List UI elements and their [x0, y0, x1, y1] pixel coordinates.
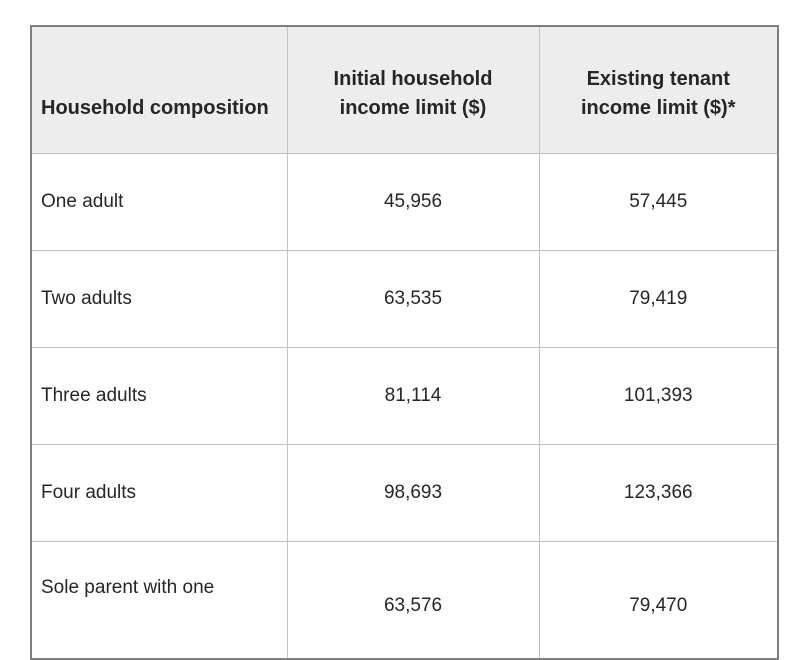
- initial-limit-cell: 63,576: [287, 541, 539, 659]
- income-limits-table: [30, 25, 779, 660]
- initial-limit-cell: 45,956: [287, 153, 539, 250]
- composition-cell: Three adults: [31, 347, 287, 444]
- existing-limit-cell: 79,419: [539, 250, 778, 347]
- header-existing-tenant-income-limit: Existing tenant income limit ($)*: [539, 26, 778, 153]
- table-row-three-adults: [31, 347, 778, 444]
- composition-cell: One adult: [31, 153, 287, 250]
- existing-limit-cell: 57,445: [539, 153, 778, 250]
- table-row-one-adult: [31, 153, 778, 250]
- table-row-four-adults: [31, 444, 778, 541]
- header-household-composition: Household composition: [31, 26, 287, 153]
- composition-cell: Two adults: [31, 250, 287, 347]
- initial-limit-cell: 98,693: [287, 444, 539, 541]
- initial-limit-cell: 63,535: [287, 250, 539, 347]
- existing-limit-cell: 79,470: [539, 541, 778, 659]
- table-row-sole-parent: [31, 541, 778, 659]
- composition-cell: Sole parent with one: [31, 541, 287, 659]
- initial-limit-cell: 81,114: [287, 347, 539, 444]
- header-initial-income-limit: Initial household income limit ($): [287, 26, 539, 153]
- header-row: [31, 26, 778, 153]
- composition-cell: Four adults: [31, 444, 287, 541]
- existing-limit-cell: 123,366: [539, 444, 778, 541]
- existing-limit-cell: 101,393: [539, 347, 778, 444]
- table-row-two-adults: [31, 250, 778, 347]
